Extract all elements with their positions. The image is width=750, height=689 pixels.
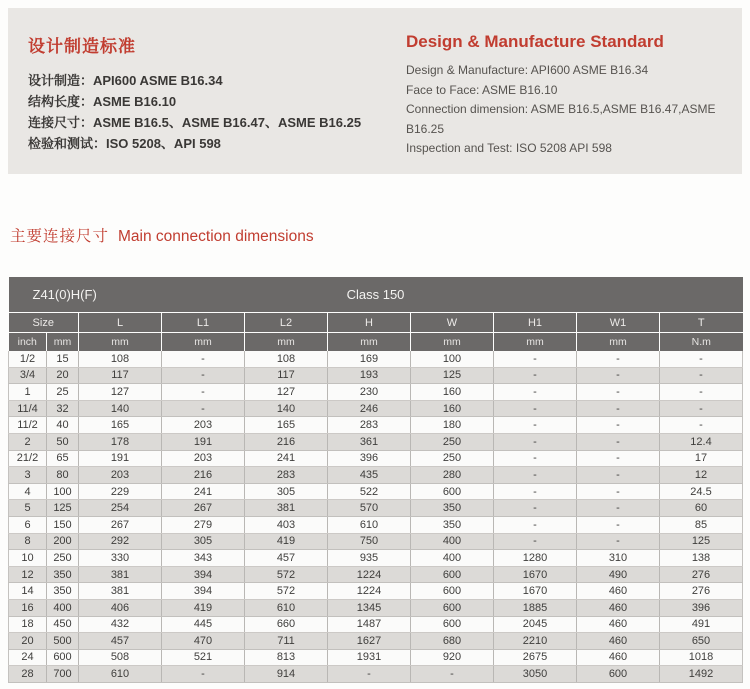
cell: 935 — [328, 550, 411, 567]
unit-header-size-mm: mm — [47, 333, 79, 352]
unit-header-h1: mm — [494, 333, 577, 352]
cell: 343 — [162, 550, 245, 567]
cell: 305 — [162, 533, 245, 550]
cell: 17 — [660, 450, 743, 467]
cell: 246 — [328, 400, 411, 417]
cell: 330 — [79, 550, 162, 567]
cell: 292 — [79, 533, 162, 550]
spec-line-en: Connection dimension: ASME B16.5,ASME B16.47,ASME B16.25 — [406, 102, 716, 136]
cell: 160 — [411, 400, 494, 417]
cell: 20 — [47, 367, 79, 384]
cell: - — [494, 433, 577, 450]
cell: 1492 — [660, 666, 743, 683]
section-title — [10, 224, 314, 246]
unit-header-l1: mm — [162, 333, 245, 352]
cell: - — [494, 450, 577, 467]
cell: 610 — [245, 599, 328, 616]
cell: 108 — [79, 351, 162, 367]
cell: 250 — [411, 450, 494, 467]
cell: 457 — [245, 550, 328, 567]
cell: 381 — [79, 583, 162, 600]
cell: 40 — [47, 417, 79, 434]
cell: - — [660, 400, 743, 417]
cell: 600 — [47, 649, 79, 666]
cell: 85 — [660, 516, 743, 533]
cell: 460 — [577, 599, 660, 616]
cell: 203 — [79, 467, 162, 484]
cell: - — [577, 400, 660, 417]
cell: 229 — [79, 483, 162, 500]
cell: 394 — [162, 583, 245, 600]
cell: 65 — [47, 450, 79, 467]
col-header-w1: W1 — [577, 313, 660, 333]
cell: 400 — [411, 533, 494, 550]
pressure-class-label: Class 150 — [346, 287, 405, 302]
col-header-l: L — [79, 313, 162, 333]
table-row — [9, 649, 743, 666]
unit-header-row — [9, 333, 743, 352]
cell: - — [494, 516, 577, 533]
cell: 2210 — [494, 633, 577, 650]
cell: 8 — [9, 533, 47, 550]
column-header-row — [9, 313, 743, 333]
cell: 610 — [328, 516, 411, 533]
cell: 267 — [79, 516, 162, 533]
cell: - — [494, 467, 577, 484]
table-row — [9, 599, 743, 616]
cell: - — [577, 483, 660, 500]
unit-header-size-inch: inch — [9, 333, 47, 352]
cell: 1280 — [494, 550, 577, 567]
cell: 138 — [660, 550, 743, 567]
cell: - — [577, 450, 660, 467]
cell: 280 — [411, 467, 494, 484]
cell: - — [494, 417, 577, 434]
table-body — [9, 351, 743, 682]
cell: 25 — [47, 384, 79, 401]
cell: 50 — [47, 433, 79, 450]
table-row — [9, 500, 743, 517]
cell: 460 — [577, 583, 660, 600]
cell: 650 — [660, 633, 743, 650]
cell: 920 — [411, 649, 494, 666]
cell: 394 — [162, 566, 245, 583]
cell: 127 — [245, 384, 328, 401]
cell: 276 — [660, 566, 743, 583]
cell: 1224 — [328, 583, 411, 600]
table-row — [9, 566, 743, 583]
col-header-l2: L2 — [245, 313, 328, 333]
cell: 100 — [411, 351, 494, 367]
cell: 521 — [162, 649, 245, 666]
unit-header-l2: mm — [245, 333, 328, 352]
cell: 435 — [328, 467, 411, 484]
cell: 1 — [9, 384, 47, 401]
unit-header-h: mm — [328, 333, 411, 352]
cell: - — [577, 433, 660, 450]
cell: - — [660, 417, 743, 434]
cell: - — [577, 367, 660, 384]
cell: 406 — [79, 599, 162, 616]
cell: 457 — [79, 633, 162, 650]
spec-line-zh: 连接尺寸：ASME B16.5、ASME B16.47、ASME B16.25 — [28, 115, 362, 130]
cell: 1487 — [328, 616, 411, 633]
cell: 419 — [245, 533, 328, 550]
spec-line-en: Design & Manufacture: API600 ASME B16.34 — [406, 63, 649, 77]
cell: 5 — [9, 500, 47, 517]
cell: 108 — [245, 351, 328, 367]
cell: 400 — [411, 550, 494, 567]
cell: 1/2 — [9, 351, 47, 367]
col-header-l1: L1 — [162, 313, 245, 333]
cell: 230 — [328, 384, 411, 401]
cell: 279 — [162, 516, 245, 533]
table-row — [9, 467, 743, 484]
cell: 21/2 — [9, 450, 47, 467]
cell: 508 — [79, 649, 162, 666]
cell: 11/4 — [9, 400, 47, 417]
cell: - — [494, 400, 577, 417]
cell: 276 — [660, 583, 743, 600]
cell: 572 — [245, 583, 328, 600]
cell: 600 — [577, 666, 660, 683]
cell: 1018 — [660, 649, 743, 666]
cell: - — [494, 500, 577, 517]
table-row — [9, 351, 743, 367]
cell: 350 — [411, 516, 494, 533]
unit-header-w: mm — [411, 333, 494, 352]
cell: - — [162, 367, 245, 384]
cell: 460 — [577, 649, 660, 666]
cell: 700 — [47, 666, 79, 683]
cell: 3 — [9, 467, 47, 484]
cell: 3/4 — [9, 367, 47, 384]
model-label: Z41(0)H(F) — [32, 287, 97, 302]
cell: 241 — [245, 450, 328, 467]
cell: 460 — [577, 633, 660, 650]
standards-title-zh: 设计制造标准 — [28, 37, 136, 56]
cell: 125 — [47, 500, 79, 517]
cell: 396 — [660, 599, 743, 616]
cell: 191 — [79, 450, 162, 467]
cell: 165 — [245, 417, 328, 434]
cell: 500 — [47, 633, 79, 650]
cell: 572 — [245, 566, 328, 583]
table-row — [9, 666, 743, 683]
cell: - — [494, 367, 577, 384]
cell: - — [328, 666, 411, 683]
cell: 396 — [328, 450, 411, 467]
col-header-size: Size — [9, 313, 79, 333]
cell: 267 — [162, 500, 245, 517]
cell: 140 — [245, 400, 328, 417]
cell: 600 — [411, 616, 494, 633]
cell: - — [577, 467, 660, 484]
cell: 203 — [162, 450, 245, 467]
cell: - — [162, 384, 245, 401]
cell: 165 — [79, 417, 162, 434]
cell: 400 — [47, 599, 79, 616]
cell: 350 — [47, 566, 79, 583]
cell: 216 — [245, 433, 328, 450]
cell: 127 — [79, 384, 162, 401]
cell: - — [577, 516, 660, 533]
standards-en-column — [406, 32, 736, 159]
cell: 310 — [577, 550, 660, 567]
spec-line-zh: 检验和测试：ISO 5208、API 598 — [28, 136, 221, 151]
cell: 200 — [47, 533, 79, 550]
cell: - — [162, 666, 245, 683]
cell: - — [162, 351, 245, 367]
table-title-cell — [9, 277, 743, 313]
cell: 600 — [411, 583, 494, 600]
table-title-row — [9, 277, 743, 313]
cell: 1224 — [328, 566, 411, 583]
cell: 169 — [328, 351, 411, 367]
cell: 250 — [47, 550, 79, 567]
cell: 11/2 — [9, 417, 47, 434]
cell: 16 — [9, 599, 47, 616]
cell: 178 — [79, 433, 162, 450]
spec-line-zh: 结构长度：ASME B16.10 — [28, 94, 177, 109]
cell: 2675 — [494, 649, 577, 666]
cell: 445 — [162, 616, 245, 633]
cell: 140 — [79, 400, 162, 417]
cell: - — [411, 666, 494, 683]
cell: 680 — [411, 633, 494, 650]
table-row — [9, 583, 743, 600]
cell: 32 — [47, 400, 79, 417]
dimensions-table — [8, 277, 743, 683]
cell: 180 — [411, 417, 494, 434]
cell: 100 — [47, 483, 79, 500]
col-header-h: H — [328, 313, 411, 333]
cell: 419 — [162, 599, 245, 616]
cell: - — [494, 384, 577, 401]
table-row — [9, 616, 743, 633]
cell: - — [162, 400, 245, 417]
cell: 80 — [47, 467, 79, 484]
cell: 711 — [245, 633, 328, 650]
cell: 18 — [9, 616, 47, 633]
cell: 813 — [245, 649, 328, 666]
cell: 403 — [245, 516, 328, 533]
cell: 254 — [79, 500, 162, 517]
cell: 12 — [660, 467, 743, 484]
cell: 1931 — [328, 649, 411, 666]
cell: 432 — [79, 616, 162, 633]
cell: - — [660, 384, 743, 401]
cell: 3050 — [494, 666, 577, 683]
cell: 1885 — [494, 599, 577, 616]
cell: 20 — [9, 633, 47, 650]
cell: - — [577, 417, 660, 434]
table-row — [9, 483, 743, 500]
section-title-zh: 主要连接尺寸 — [10, 228, 110, 245]
cell: 117 — [79, 367, 162, 384]
cell: 381 — [79, 566, 162, 583]
standards-panel — [8, 8, 742, 174]
unit-header-w1: mm — [577, 333, 660, 352]
cell: - — [577, 500, 660, 517]
cell: 2 — [9, 433, 47, 450]
table-row — [9, 633, 743, 650]
cell: 4 — [9, 483, 47, 500]
cell: 125 — [660, 533, 743, 550]
cell: 381 — [245, 500, 328, 517]
cell: 1670 — [494, 583, 577, 600]
cell: 160 — [411, 384, 494, 401]
unit-header-t: N.m — [660, 333, 743, 352]
table-row — [9, 433, 743, 450]
cell: 6 — [9, 516, 47, 533]
cell: 2045 — [494, 616, 577, 633]
spec-line-zh: 设计制造：API600 ASME B16.34 — [28, 73, 223, 88]
standards-zh-column — [28, 32, 388, 154]
cell: 914 — [245, 666, 328, 683]
cell: 150 — [47, 516, 79, 533]
table-row — [9, 516, 743, 533]
cell: 283 — [328, 417, 411, 434]
cell: 283 — [245, 467, 328, 484]
cell: 1670 — [494, 566, 577, 583]
cell: 191 — [162, 433, 245, 450]
cell: 522 — [328, 483, 411, 500]
cell: 491 — [660, 616, 743, 633]
cell: 1627 — [328, 633, 411, 650]
cell: - — [577, 384, 660, 401]
cell: - — [577, 351, 660, 367]
standards-title-en: Design & Manufacture Standard — [406, 32, 664, 51]
col-header-h1: H1 — [494, 313, 577, 333]
cell: 241 — [162, 483, 245, 500]
cell: 600 — [411, 599, 494, 616]
cell: 750 — [328, 533, 411, 550]
cell: 600 — [411, 566, 494, 583]
cell: 24 — [9, 649, 47, 666]
cell: - — [577, 533, 660, 550]
cell: 193 — [328, 367, 411, 384]
cell: 10 — [9, 550, 47, 567]
section-title-en: Main connection dimensions — [118, 228, 314, 245]
cell: 305 — [245, 483, 328, 500]
cell: 350 — [47, 583, 79, 600]
table-row — [9, 550, 743, 567]
spec-line-en: Inspection and Test: ISO 5208 API 598 — [406, 141, 612, 155]
cell: 610 — [79, 666, 162, 683]
cell: 24.5 — [660, 483, 743, 500]
table-row — [9, 400, 743, 417]
cell: - — [494, 483, 577, 500]
table-row — [9, 367, 743, 384]
cell: 361 — [328, 433, 411, 450]
cell: 28 — [9, 666, 47, 683]
cell: 15 — [47, 351, 79, 367]
table-row — [9, 417, 743, 434]
cell: 660 — [245, 616, 328, 633]
table-row — [9, 450, 743, 467]
cell: - — [660, 351, 743, 367]
cell: 12.4 — [660, 433, 743, 450]
col-header-w: W — [411, 313, 494, 333]
cell: 203 — [162, 417, 245, 434]
table-row — [9, 384, 743, 401]
cell: 216 — [162, 467, 245, 484]
cell: 117 — [245, 367, 328, 384]
cell: 570 — [328, 500, 411, 517]
cell: - — [660, 367, 743, 384]
unit-header-l: mm — [79, 333, 162, 352]
spec-line-en: Face to Face: ASME B16.10 — [406, 82, 558, 97]
cell: 460 — [577, 616, 660, 633]
table-row — [9, 533, 743, 550]
cell: 12 — [9, 566, 47, 583]
cell: 125 — [411, 367, 494, 384]
cell: - — [494, 351, 577, 367]
cell: - — [494, 533, 577, 550]
cell: 1345 — [328, 599, 411, 616]
cell: 60 — [660, 500, 743, 517]
cell: 350 — [411, 500, 494, 517]
cell: 450 — [47, 616, 79, 633]
cell: 490 — [577, 566, 660, 583]
cell: 250 — [411, 433, 494, 450]
col-header-t: T — [660, 313, 743, 333]
cell: 600 — [411, 483, 494, 500]
cell: 14 — [9, 583, 47, 600]
cell: 470 — [162, 633, 245, 650]
